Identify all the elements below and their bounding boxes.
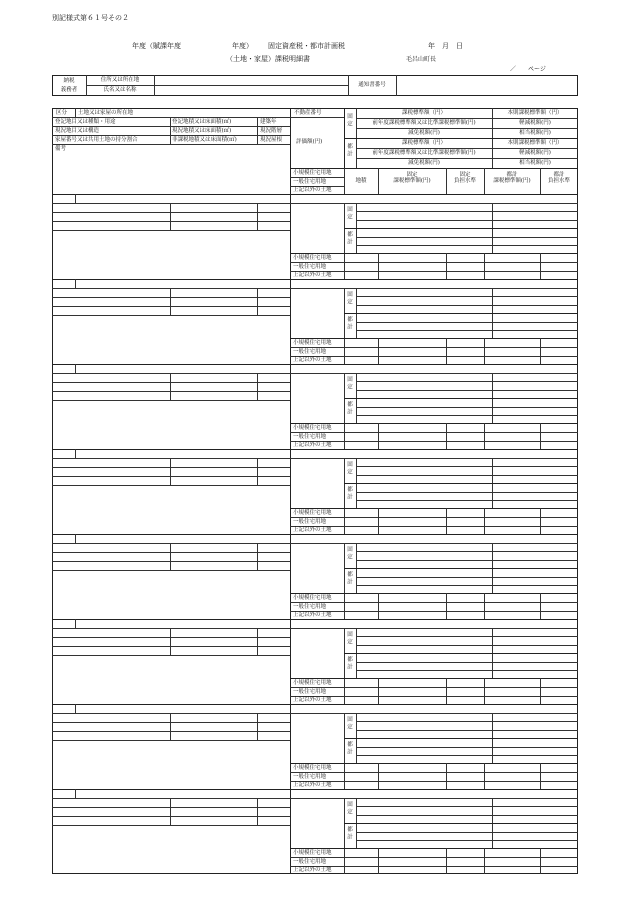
record-row-line <box>356 296 578 297</box>
record-row-line <box>52 722 290 723</box>
record-col-line <box>378 593 379 619</box>
record-col-line <box>446 848 447 874</box>
record-row-line <box>290 593 578 594</box>
record-row-line <box>52 221 290 222</box>
record-col-line <box>344 543 345 619</box>
record-col-line <box>170 713 171 740</box>
record-row-line <box>344 483 578 484</box>
record-col-line <box>344 458 345 534</box>
record-row-line <box>356 721 578 722</box>
record-row-line <box>290 798 578 799</box>
record-row-line <box>290 763 578 764</box>
record-row-line <box>356 560 578 561</box>
record-fixed-label: 固定 <box>346 801 352 816</box>
record-row-line <box>356 492 578 493</box>
hdr-r5a: 前年度課税標準額又は比準課税標準額(円) <box>372 150 476 156</box>
hdr-remarks: 備考 <box>55 146 67 152</box>
hdr-r1b: 本則課税標準額（円） <box>507 110 563 116</box>
record-col-line <box>290 789 291 874</box>
record-row-line <box>52 230 290 231</box>
record-row-line <box>356 407 578 408</box>
record-row-line <box>356 500 578 501</box>
record-row-line <box>344 313 578 314</box>
record-col-line <box>446 593 447 619</box>
record-row-line <box>52 628 290 629</box>
record-row-line <box>344 653 578 654</box>
record-row-line <box>52 570 290 571</box>
record-row-line <box>356 466 578 467</box>
record-row-line <box>290 356 578 357</box>
record-col-line <box>75 279 76 288</box>
record-row-line <box>52 315 290 316</box>
record-land-small: 小規模住宅用地 <box>293 850 332 856</box>
record-divider <box>52 449 578 450</box>
record-row-line <box>290 373 578 374</box>
record-row-line <box>290 678 578 679</box>
record-col-line <box>446 678 447 704</box>
record-row-line <box>356 245 578 246</box>
record-row-line <box>356 645 578 646</box>
record-row-line <box>290 517 578 518</box>
title-date: 年 月 日 <box>428 42 463 50</box>
record-fixed-label: 固定 <box>346 546 352 561</box>
record-row-line <box>290 866 578 867</box>
hdr-r5b: 軽減税額(円) <box>519 150 551 156</box>
record-row-line <box>290 772 578 773</box>
record-row-line <box>290 628 578 629</box>
record-col-line <box>75 364 76 373</box>
record-city-label: 都計 <box>346 656 352 671</box>
record-col-line <box>344 798 345 874</box>
record-row-line <box>356 585 578 586</box>
record-col-line <box>540 593 541 619</box>
record-row-line <box>290 848 578 849</box>
record-land-other: 上記以外の土地 <box>293 527 332 533</box>
record-row-line <box>52 297 290 298</box>
hdr-house-no: 家屋番号又は共用土地の持分割合 <box>55 137 138 143</box>
record-col-line <box>484 678 485 704</box>
record-land-other: 上記以外の土地 <box>293 612 332 618</box>
record-col-line <box>446 253 447 279</box>
record-col-line <box>446 423 447 449</box>
record-row-line <box>356 322 578 323</box>
record-col-line <box>290 279 291 364</box>
record-row-line <box>52 825 290 826</box>
address-label: 住所又は所在地 <box>100 77 140 83</box>
record-col-line <box>344 288 345 364</box>
record-col-line <box>540 678 541 704</box>
record-row-line <box>290 423 578 424</box>
record-col-line <box>257 203 258 230</box>
hdr-r3a: 減免税額(円) <box>408 130 440 136</box>
record-col-line <box>540 338 541 364</box>
record-col-line <box>290 364 291 449</box>
record-row-line <box>356 730 578 731</box>
record-land-small: 小規模住宅用地 <box>293 255 332 261</box>
record-row-line <box>290 602 578 603</box>
record-col-line <box>75 449 76 458</box>
record-col-line <box>540 253 541 279</box>
record-row-line <box>52 382 290 383</box>
record-row-line <box>290 288 578 289</box>
record-col-line <box>75 789 76 798</box>
record-row-line <box>52 646 290 647</box>
record-col-line <box>170 203 171 230</box>
record-col-line <box>344 713 345 789</box>
record-row-line <box>52 731 290 732</box>
record-col-line <box>484 423 485 449</box>
record-row-line <box>52 458 290 459</box>
title-year-prefix: 年度（賦課年度 <box>132 42 181 50</box>
hdr-r6a: 減免税額(円) <box>408 160 440 166</box>
record-col-line <box>170 288 171 315</box>
record-row-line <box>52 816 290 817</box>
taxpayer-label-top: 納税 <box>63 78 75 84</box>
record-row-line <box>356 747 578 748</box>
record-row-line <box>356 577 578 578</box>
record-row-line <box>52 373 290 374</box>
record-col-line <box>170 798 171 825</box>
hdr-location: 土地又は家屋の所在地 <box>78 110 134 116</box>
record-row-line <box>52 203 290 204</box>
record-row-line <box>52 807 290 808</box>
record-row-line <box>290 432 578 433</box>
record-row-line <box>52 637 290 638</box>
record-col-line <box>344 203 345 279</box>
record-col-line <box>170 628 171 655</box>
hdr-exempt-area: 非課税地積又は床面積(㎡) <box>172 137 237 143</box>
record-row-line <box>356 220 578 221</box>
hdr-r4a: 課税標準額（円） <box>401 140 446 146</box>
record-row-line <box>290 611 578 612</box>
form-id: 別記様式第６１号その２ <box>52 14 129 22</box>
record-row-line <box>344 738 578 739</box>
record-row-line <box>356 832 578 833</box>
record-col-line <box>484 508 485 534</box>
record-col-line <box>257 798 258 825</box>
record-divider <box>52 704 578 705</box>
record-land-other: 上記以外の土地 <box>293 442 332 448</box>
record-col-line <box>75 619 76 628</box>
record-land-other: 上記以外の土地 <box>293 782 332 788</box>
hdr-r2a: 前年度課税標準額又は比準課税標準額(円) <box>372 120 476 126</box>
record-col-line <box>257 543 258 570</box>
hdr-r3b: 相当税額(円) <box>519 130 551 136</box>
hdr-city-label: 都計 <box>346 143 352 158</box>
record-col-line <box>290 619 291 704</box>
hdr-category: 区分 <box>56 110 68 116</box>
hdr-land-area: 地積 <box>355 178 367 184</box>
record-row-line <box>356 475 578 476</box>
record-col-line <box>257 288 258 315</box>
record-col-line <box>378 848 379 874</box>
record-row-line <box>356 636 578 637</box>
record-row-line <box>52 467 290 468</box>
hdr-fixed-label: 固定 <box>346 113 352 128</box>
record-col-line <box>170 458 171 485</box>
record-land-other: 上記以外の土地 <box>293 697 332 703</box>
record-land-general: 一般住宅用地 <box>293 434 327 440</box>
record-row-line <box>52 306 290 307</box>
record-fixed-label: 固定 <box>346 631 352 646</box>
record-row-line <box>344 568 578 569</box>
record-col-line <box>75 704 76 713</box>
record-row-line <box>52 561 290 562</box>
record-col-line <box>378 763 379 789</box>
record-row-line <box>290 203 578 204</box>
record-land-other: 上記以外の土地 <box>293 272 332 278</box>
record-land-small: 小規模住宅用地 <box>293 425 332 431</box>
record-row-line <box>290 458 578 459</box>
record-col-line <box>378 678 379 704</box>
record-row-line <box>356 755 578 756</box>
record-divider <box>52 789 578 790</box>
record-fixed-label: 固定 <box>346 206 352 221</box>
record-row-line <box>52 655 290 656</box>
page-indicator: ／ ページ <box>510 66 546 73</box>
taxpayer-label-bottom: 義務者 <box>60 87 78 93</box>
record-col-line <box>290 449 291 534</box>
record-col-line <box>257 373 258 400</box>
title-subtitle: （土地・家屋）課税明細書 <box>226 55 310 63</box>
record-row-line <box>356 330 578 331</box>
record-col-line <box>344 628 345 704</box>
record-land-small: 小規模住宅用地 <box>293 595 332 601</box>
record-row-line <box>52 485 290 486</box>
record-row-line <box>356 670 578 671</box>
record-col-line <box>484 593 485 619</box>
record-row-line <box>290 347 578 348</box>
record-row-line <box>356 551 578 552</box>
record-row-line <box>290 441 578 442</box>
hdr-valuation: 評価額(円) <box>296 139 323 145</box>
record-col-line <box>290 704 291 789</box>
record-row-line <box>290 253 578 254</box>
record-land-general: 一般住宅用地 <box>293 774 327 780</box>
hdr-cur-area: 現況地積又は床面積(㎡) <box>172 128 232 134</box>
record-col-line <box>378 338 379 364</box>
record-city-label: 都計 <box>346 316 352 331</box>
hdr-cur-landcat: 現況地目又は構造 <box>55 128 100 134</box>
record-city-label: 都計 <box>346 741 352 756</box>
record-land-general: 一般住宅用地 <box>293 264 327 270</box>
record-fixed-label: 固定 <box>346 291 352 306</box>
hdr-build-year: 建築年 <box>260 119 277 125</box>
record-row-line <box>52 391 290 392</box>
record-col-line <box>257 713 258 740</box>
record-land-small: 小規模住宅用地 <box>293 680 332 686</box>
record-col-line <box>540 423 541 449</box>
record-row-line <box>344 398 578 399</box>
record-row-line <box>52 552 290 553</box>
title-tax-name: 固定資産税・都市計画税 <box>268 42 345 50</box>
hdr-roof: 現況屋根 <box>260 137 283 143</box>
hdr-fixed-burden: 固定 負担水準 <box>453 172 476 184</box>
record-land-general: 一般住宅用地 <box>293 859 327 865</box>
record-col-line <box>170 373 171 400</box>
record-col-line <box>484 763 485 789</box>
record-row-line <box>52 740 290 741</box>
record-col-line <box>484 338 485 364</box>
hdr-city-burden: 都計 負担水準 <box>547 172 570 184</box>
record-row-line <box>356 390 578 391</box>
record-land-small: 小規模住宅用地 <box>293 765 332 771</box>
record-row-line <box>52 713 290 714</box>
record-row-line <box>344 228 578 229</box>
hdr-cur-floors: 現況階層 <box>260 128 283 134</box>
record-col-line <box>75 534 76 543</box>
record-land-general: 一般住宅用地 <box>293 604 327 610</box>
record-row-line <box>290 338 578 339</box>
record-col-line <box>446 338 447 364</box>
record-divider <box>52 279 578 280</box>
record-col-line <box>378 508 379 534</box>
record-divider <box>52 534 578 535</box>
record-row-line <box>356 815 578 816</box>
record-row-line <box>356 662 578 663</box>
record-row-line <box>52 476 290 477</box>
record-city-label: 都計 <box>346 401 352 416</box>
hdr-fixed-std: 固定 課税標準額(円) <box>393 172 431 184</box>
record-city-label: 都計 <box>346 486 352 501</box>
record-land-general: 一般住宅用地 <box>293 519 327 525</box>
record-row-line <box>344 823 578 824</box>
record-land-general: 一般住宅用地 <box>293 689 327 695</box>
record-city-label: 都計 <box>346 231 352 246</box>
record-row-line <box>290 508 578 509</box>
record-col-line <box>257 458 258 485</box>
record-row-line <box>356 211 578 212</box>
record-col-line <box>290 194 291 279</box>
hdr-city-std: 都計 課税標準額(円) <box>493 172 531 184</box>
record-row-line <box>290 713 578 714</box>
record-row-line <box>290 696 578 697</box>
title-year-suffix: 年度） <box>232 42 253 50</box>
record-row-line <box>52 212 290 213</box>
record-row-line <box>356 237 578 238</box>
record-col-line <box>540 763 541 789</box>
notice-number-label: 通知書番号 <box>358 82 386 88</box>
record-land-small: 小規模住宅用地 <box>293 510 332 516</box>
record-row-line <box>356 415 578 416</box>
record-col-line <box>446 763 447 789</box>
record-row-line <box>52 288 290 289</box>
hdr-land-other: 上記以外の土地 <box>293 187 332 193</box>
record-divider <box>52 364 578 365</box>
record-fixed-label: 固定 <box>346 461 352 476</box>
record-row-line <box>290 526 578 527</box>
record-row-line <box>290 687 578 688</box>
record-row-line <box>290 543 578 544</box>
record-row-line <box>290 781 578 782</box>
record-col-line <box>170 543 171 570</box>
record-row-line <box>356 381 578 382</box>
hdr-land-small: 小規模住宅用地 <box>293 170 332 176</box>
record-land-small: 小規模住宅用地 <box>293 340 332 346</box>
record-row-line <box>290 271 578 272</box>
record-col-line <box>484 253 485 279</box>
record-city-label: 都計 <box>346 571 352 586</box>
record-col-line <box>446 508 447 534</box>
record-col-line <box>290 534 291 619</box>
hdr-r1a: 課税標準額（円） <box>401 110 446 116</box>
name-label: 氏名又は名称 <box>103 87 137 93</box>
record-row-line <box>356 840 578 841</box>
record-fixed-label: 固定 <box>346 716 352 731</box>
record-row-line <box>52 400 290 401</box>
hdr-reg-landcat: 登記地目又は種類・用途 <box>55 119 116 125</box>
hdr-r6b: 相当税額(円) <box>519 160 551 166</box>
record-col-line <box>540 508 541 534</box>
record-land-other: 上記以外の土地 <box>293 357 332 363</box>
record-row-line <box>356 305 578 306</box>
record-col-line <box>484 848 485 874</box>
hdr-land-general: 一般住宅用地 <box>293 179 327 185</box>
record-row-line <box>290 857 578 858</box>
record-row-line <box>290 262 578 263</box>
hdr-r4b: 本則課税標準額（円） <box>507 140 563 146</box>
record-col-line <box>75 194 76 203</box>
record-fixed-label: 固定 <box>346 376 352 391</box>
title-issuer: 毛呂山町長 <box>406 56 437 63</box>
record-col-line <box>344 373 345 449</box>
record-divider <box>52 619 578 620</box>
record-land-other: 上記以外の土地 <box>293 867 332 873</box>
record-col-line <box>257 628 258 655</box>
record-col-line <box>378 423 379 449</box>
record-row-line <box>356 806 578 807</box>
hdr-reg-area: 登記地積又は床面積(㎡) <box>172 119 232 125</box>
record-col-line <box>540 848 541 874</box>
record-row-line <box>52 543 290 544</box>
hdr-r2b: 軽減税額(円) <box>519 120 551 126</box>
record-land-general: 一般住宅用地 <box>293 349 327 355</box>
hdr-property-no: 不動産番号 <box>294 110 322 116</box>
record-row-line <box>52 798 290 799</box>
record-col-line <box>378 253 379 279</box>
record-city-label: 都計 <box>346 826 352 841</box>
